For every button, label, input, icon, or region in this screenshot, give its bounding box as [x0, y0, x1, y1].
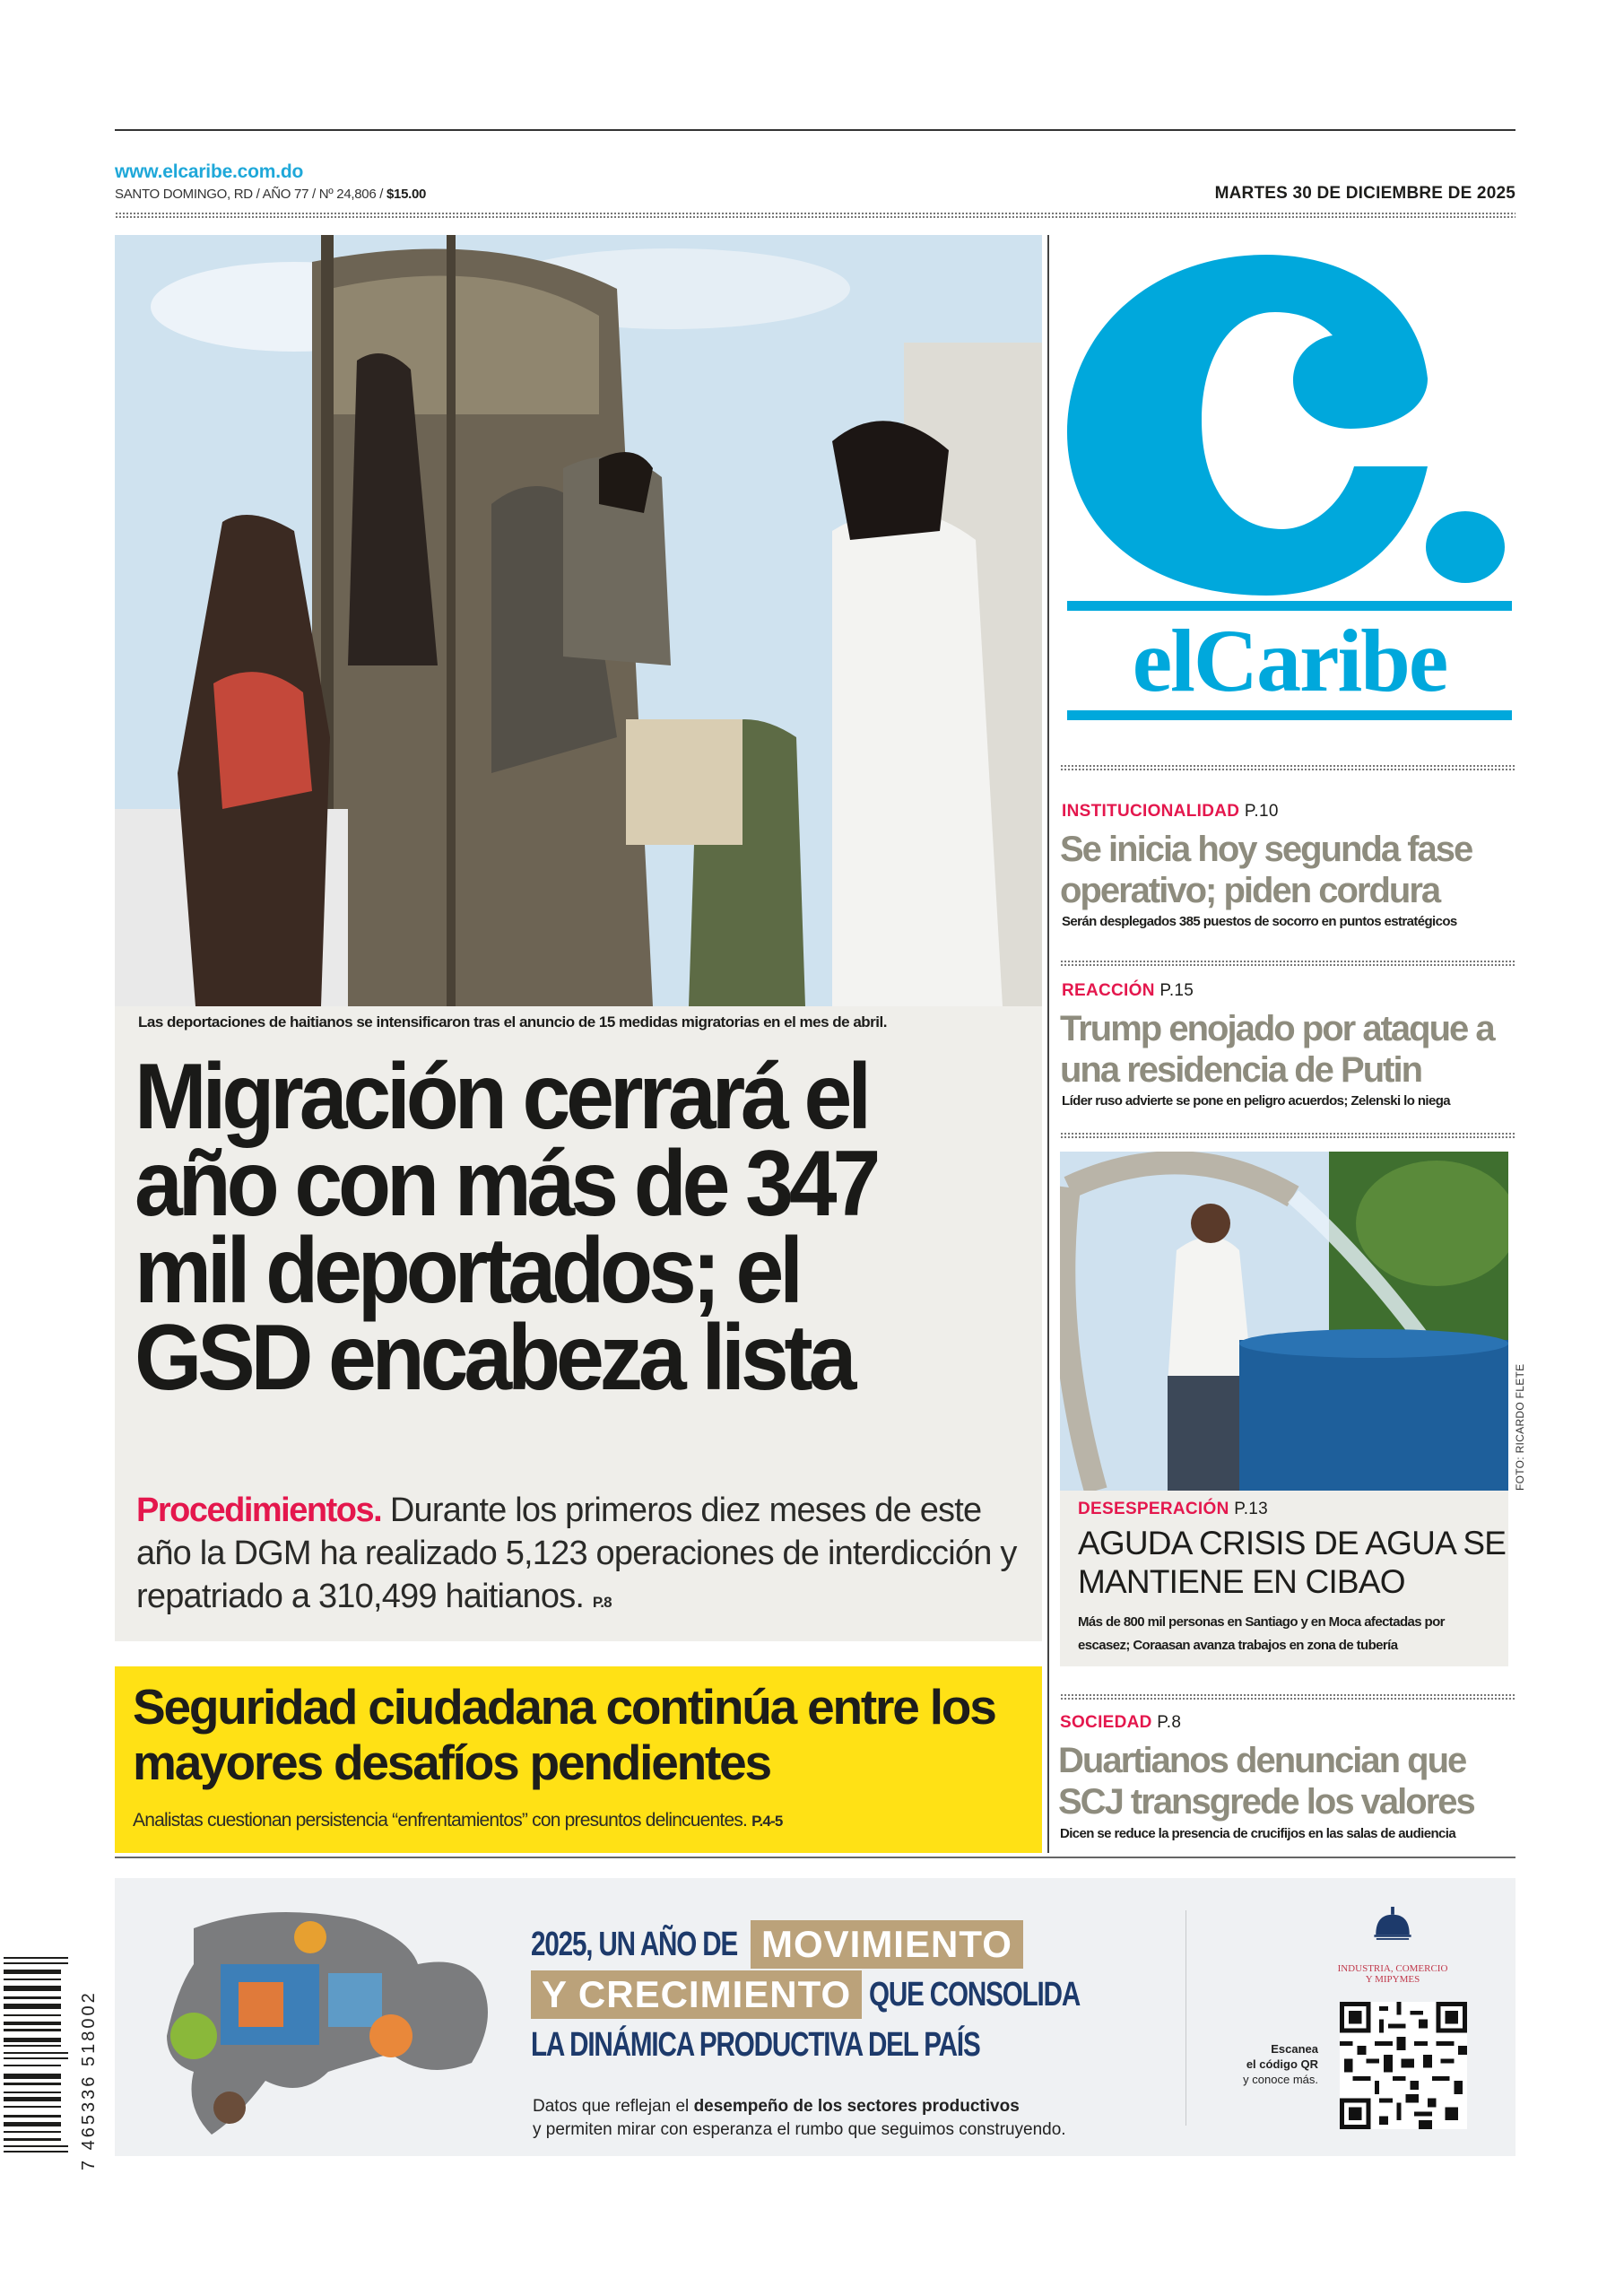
side-deck: Dicen se reduce la presencia de crucifijos en las salas de audiencia	[1060, 1826, 1456, 1841]
barcode-number: 7 465336 518002	[79, 1990, 99, 2170]
top-rule	[115, 129, 1515, 131]
secondary-deck	[133, 1810, 783, 1831]
svg-text:elCaribe: elCaribe	[1132, 611, 1447, 710]
section-name: SOCIEDAD	[1060, 1713, 1152, 1732]
ad-title-highlight: Y CRECIMIENTO	[531, 1970, 862, 2019]
man-with-hose-photo	[1060, 1152, 1508, 1491]
ad-body-line-2: y permiten mirar con esperanza el rumbo que seguimos construyendo.	[533, 2120, 1066, 2139]
page-reference: P.13	[1229, 1500, 1269, 1518]
side-deck: Líder ruso advierte se pone en peligro acuerdos; Zelenski lo niega	[1062, 1093, 1451, 1109]
dotted-divider	[1060, 1132, 1515, 1140]
edition-info	[115, 187, 426, 202]
qr-code[interactable]	[1340, 2002, 1467, 2129]
ad-title-highlight: MOVIMIENTO	[751, 1920, 1023, 1969]
side-headline[interactable]: Se inicia hoy segunda fase operativo; piden cordura	[1060, 830, 1472, 910]
barcode-icon	[4, 1955, 68, 2170]
page-reference: P.10	[1239, 802, 1279, 821]
dotted-divider	[1060, 1693, 1515, 1701]
dotted-divider	[1060, 960, 1515, 968]
ad-body-bold: desempeño de los sectores productivos	[693, 2097, 1020, 2116]
scan-line-3: y conoce más.	[1243, 2073, 1318, 2086]
ad-divider	[1185, 1910, 1186, 2126]
ministry-name-line-1: INDUSTRIA, COMERCIO	[1337, 1963, 1448, 1974]
ministry-name	[1334, 1963, 1451, 1985]
section-label	[1062, 981, 1194, 1001]
gears-map-icon	[122, 1883, 531, 2152]
side-headline[interactable]: Trump enojado por ataque a una residencia de Putin	[1060, 1009, 1494, 1090]
secondary-headline[interactable]: Seguridad ciudadana continúa entre los mayores desafíos pendientes	[133, 1679, 995, 1790]
side-headline[interactable]: AGUDA CRISIS DE AGUA SE MANTIENE EN CIBAO	[1078, 1525, 1507, 1600]
ad-title-text: 2025, UN AÑO DE	[531, 1925, 738, 1963]
section-name: INSTITUCIONALIDAD	[1062, 802, 1240, 821]
dome-icon	[1325, 1907, 1460, 1961]
main-deck	[136, 1489, 1033, 1624]
water-crisis-photo	[1060, 1152, 1508, 1491]
bottom-rule	[115, 1857, 1515, 1858]
section-name: REACCIÓN	[1062, 981, 1155, 1000]
ad-title-line-1	[531, 1919, 1140, 1970]
deportation-truck-photo	[115, 235, 1042, 1006]
side-headline[interactable]: Duartianos denuncian que SCJ transgrede los valores	[1058, 1741, 1474, 1822]
section-label	[1078, 1500, 1268, 1519]
section-name: DESESPERACIÓN	[1078, 1500, 1229, 1518]
dotted-divider	[115, 212, 1515, 220]
dominican-map-illustration	[122, 1883, 531, 2152]
page-reference: P.4-5	[751, 1813, 783, 1830]
side-deck: Serán desplegados 385 puestos de socorro en puntos estratégicos	[1062, 914, 1457, 929]
deck-kicker: Procedimientos.	[136, 1492, 382, 1529]
photo-caption: Las deportaciones de haitianos se intensificaron tras el anuncio de 15 medidas migratorias en el mes de abril.	[138, 1013, 887, 1031]
side-deck: Más de 800 mil personas en Santiago y en Moca afectadas por escasez; Coraasan avanza trabajos en zona de tubería	[1078, 1614, 1445, 1653]
el-caribe-logo	[1060, 244, 1515, 764]
barcode	[4, 1955, 68, 2170]
ad-title-text: LA DINÁMICA PRODUCTIVA DEL PAÍS	[531, 2025, 980, 2064]
ministry-name-line-2: Y MIPYMES	[1365, 1974, 1420, 1985]
logo-c-icon	[1060, 244, 1515, 764]
section-label	[1060, 1713, 1181, 1733]
ad-title-text: QUE CONSOLIDA	[869, 1975, 1081, 2013]
photo-credit: FOTO: RICARDO FLETE	[1514, 1363, 1526, 1491]
scan-line-2: el código QR	[1246, 2057, 1318, 2071]
ad-title	[531, 1919, 1140, 2070]
issue-date: MARTES 30 DE DICIEMBRE DE 2025	[1214, 184, 1515, 203]
column-divider	[1047, 235, 1049, 1853]
price: $15.00	[386, 187, 427, 202]
deck-text: Durante los primeros diez meses de este año la DGM ha realizado 5,123 operaciones de interdicción y repatriado a 310,499 haitianos.	[136, 1492, 1017, 1615]
edition-text: SANTO DOMINGO, RD / AÑO 77 / Nº 24,806 /	[115, 187, 386, 202]
main-headline[interactable]: Migración cerrará el año con más de 347 mil deportados; el GSD encabeza lista	[135, 1045, 877, 1410]
page-reference: P.15	[1154, 981, 1194, 1000]
ad-title-line-3	[531, 2020, 1140, 2070]
page-reference: P.8	[592, 1594, 612, 1611]
ad-body-line-1	[533, 2095, 1066, 2118]
qr-instructions	[1211, 2041, 1318, 2087]
dotted-divider	[1060, 764, 1515, 772]
ad-body	[533, 2095, 1066, 2142]
ad-body-text: Datos que reflejan el	[533, 2097, 694, 2116]
main-photo	[115, 235, 1042, 1006]
scan-line-1: Escanea	[1271, 2042, 1318, 2056]
secondary-deck-text: Analistas cuestionan persistencia “enfrentamientos” con presuntos delincuentes.	[133, 1810, 752, 1831]
site-url[interactable]: www.elcaribe.com.do	[115, 161, 304, 182]
page-reference: P.8	[1151, 1713, 1182, 1732]
qr-code-icon	[1340, 2002, 1467, 2129]
section-label	[1062, 802, 1279, 822]
ad-title-line-2	[531, 1970, 1140, 2020]
